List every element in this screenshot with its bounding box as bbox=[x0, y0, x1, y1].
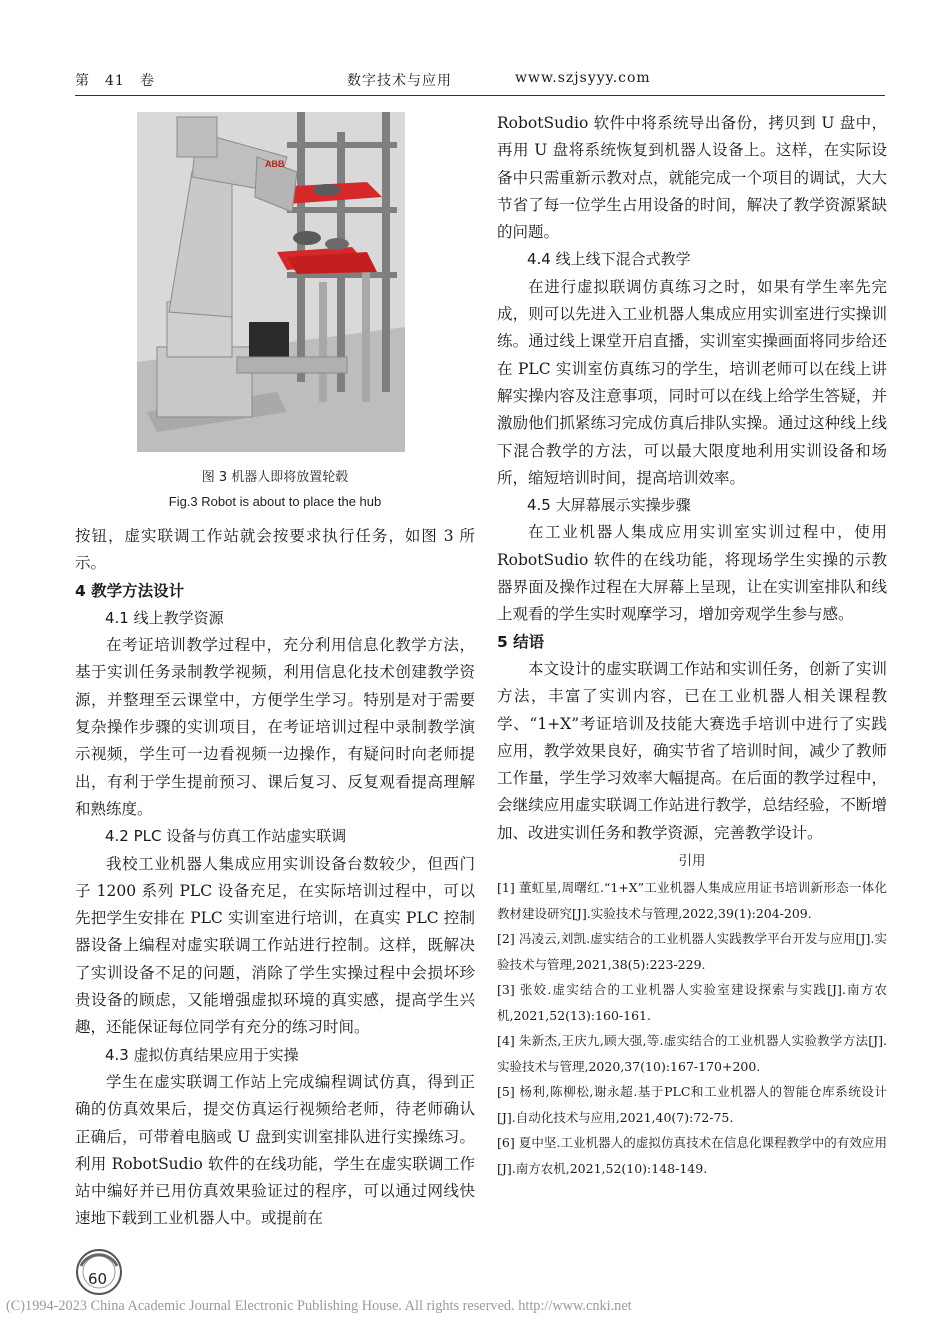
robot-logo: ABB bbox=[265, 159, 285, 169]
reference-item bbox=[497, 926, 887, 977]
robot-illustration bbox=[137, 112, 405, 452]
figure-caption-cn: 图 3 机器人即将放置轮毂 bbox=[201, 470, 349, 485]
reference-number: [1] bbox=[497, 880, 515, 896]
paragraph: 在工业机器人集成应用实训室实训过程中，使用 RobotSudio 软件的在线功能，将现场学生实操的示教器界面及操作过程在大屏幕上呈现，让在实训室排队和线上观看的学生实时观摩学习，增加旁观学生参与感。 bbox=[497, 523, 887, 624]
reference-item bbox=[497, 875, 887, 926]
reference-text: 董虹星,周曙红.“1+X”工业机器人集成应用证书培训新形态一体化教材建设研究[J].实验技术与管理,2022,39(1):204-209. bbox=[497, 880, 887, 921]
reference-item bbox=[497, 977, 887, 1028]
subsection-heading: 4.2 PLC 设备与仿真工作站虚实联调 bbox=[105, 827, 347, 846]
left-column bbox=[75, 523, 475, 1233]
paragraph: 本文设计的虚实联调工作站和实训任务，创新了实训方法，丰富了实训内容，已在工业机器人相关课程教学、“1+X”考证培训及技能大赛选手培训中进行了实践应用，教学效果良好，确实节省了培训时间，减少了教师工作量，学生学习效率大幅提高。在后面的教学过程中，会继续应用虚实联调工作站进行教学，总结经验，不断增加、改进实训任务和教学资源，完善教学设计。 bbox=[497, 659, 887, 842]
subsection-heading: 4.1 线上教学资源 bbox=[105, 608, 224, 627]
reference-number: [4] bbox=[497, 1033, 515, 1049]
reference-item bbox=[497, 1028, 887, 1079]
paragraph: RobotSudio 软件中将系统导出备份，拷贝到 U 盘中，再用 U 盘将系统恢复到机器人设备上。这样，在实际设备中只需重新示教对点，就能完成一个项目的调试，大大节省了每一位学生占用设备的时间，解决了教学资源紧缺的问题。 bbox=[497, 114, 887, 242]
subsection-heading: 4.5 大屏幕展示实操步骤 bbox=[527, 496, 691, 515]
running-header bbox=[75, 70, 885, 92]
reference-number: [5] bbox=[497, 1084, 515, 1100]
reference-text: 夏中坚.工业机器人的虚拟仿真技术在信息化课程教学中的有效应用[J].南方农机,2021,52(10):148-149. bbox=[497, 1135, 887, 1176]
reference-item bbox=[497, 1130, 887, 1181]
journal-url: www.szjsyyy.com bbox=[515, 70, 651, 86]
subsection-heading: 4.4 线上线下混合式教学 bbox=[527, 250, 691, 269]
paragraph: 我校工业机器人集成应用实训设备台数较少，但西门子 1200 系列 PLC 设备充足，在实际培训过程中，可以先把学生安排在 PLC 实训室进行培训，在真实 PLC 控制器设备上编程对虚实联调工作站进行控制。这样，既解决了实训设备不足的问题，消除了学生实操过程中会损坏珍贵设备的顾虑，又能增强虚拟环境的真实感，提高学生兴趣，还能保证每位同学有充分的练习时间。 bbox=[75, 854, 475, 1037]
reference-number: [3] bbox=[497, 982, 515, 998]
section-heading: 5 结语 bbox=[497, 632, 545, 651]
references-title: 引用 bbox=[678, 853, 706, 870]
subsection-heading: 4.3 虚拟仿真结果应用于实操 bbox=[105, 1045, 299, 1064]
reference-text: 张姣.虚实结合的工业机器人实验室建设探索与实践[J].南方农机,2021,52(13):160-161. bbox=[497, 982, 887, 1023]
right-column bbox=[497, 110, 887, 1181]
page-number: 60 bbox=[88, 1270, 108, 1288]
copyright-watermark: (C)1994-2023 China Academic Journal Electronic Publishing House. All rights reserved. http://www.cnki.net bbox=[6, 1298, 632, 1314]
volume-label: 第 41 卷 bbox=[75, 73, 155, 89]
paragraph: 在考证培训教学过程中，充分利用信息化教学方法，基于实训任务录制教学视频，利用信息化技术创建教学资源，并整理至云课堂中，方便学生学习。特别是对于需要复杂操作步骤的实训项目，在考证培训过程中录制教学演示视频，学生可一边看视频一边操作，有疑问时向老师提出，有利于学生提前预习、课后复习、反复观看提高理解和熟练度。 bbox=[75, 636, 475, 818]
header-divider bbox=[75, 95, 885, 96]
figure-caption-en: Fig.3 Robot is about to place the hub bbox=[168, 494, 382, 509]
paragraph: 学生在虚实联调工作站上完成编程调试仿真，得到正确的仿真效果后，提交仿真运行视频给老师，待老师确认正确后，可带着电脑或 U 盘到实训室排队进行实操练习。利用 RobotSudio 软件的在线功能，学生在虚实联调工作站中编好并已用仿真效果验证过的程序，可以通过网线快速地下载到工业机器人中。或提前在 bbox=[75, 1072, 475, 1228]
section-heading: 4 教学方法设计 bbox=[75, 581, 185, 600]
reference-item bbox=[497, 1079, 887, 1130]
reference-text: 朱新杰,王庆九,顾大强,等.虚实结合的工业机器人实验教学方法[J].实验技术与管理,2020,37(10):167-170+200. bbox=[497, 1033, 887, 1074]
reference-text: 杨利,陈柳松,谢永超.基于PLC和工业机器人的智能仓库系统设计[J].自动化技术与应用,2021,40(7):72-75. bbox=[497, 1084, 887, 1125]
figure-robot-image bbox=[137, 112, 405, 452]
reference-number: [2] bbox=[497, 931, 515, 947]
reference-number: [6] bbox=[497, 1135, 515, 1151]
paragraph: 按钮，虚实联调工作站就会按要求执行任务，如图 3 所示。 bbox=[75, 527, 475, 573]
reference-text: 冯凌云,刘凯.虚实结合的工业机器人实践教学平台开发与应用[J].实验技术与管理,2021,38(5):223-229. bbox=[497, 931, 887, 972]
paragraph: 在进行虚拟联调仿真练习之时，如果有学生率先完成，则可以先进入工业机器人集成应用实训室进行实操训练。通过线上课堂开启直播，实训室实操画面将同步给还在 PLC 实训室仿真练习的学生，培训老师可以在线上讲解实操内容及注意事项，同时可以在线上给学生答疑，并激励他们抓紧练习完成仿真后排队实操。通过这种线上线下混合教学的方法，可以最大限度地利用实训设备和场所，缩短培训时间，提高培训效率。 bbox=[497, 277, 887, 487]
journal-name: 数字技术与应用 bbox=[347, 73, 452, 89]
